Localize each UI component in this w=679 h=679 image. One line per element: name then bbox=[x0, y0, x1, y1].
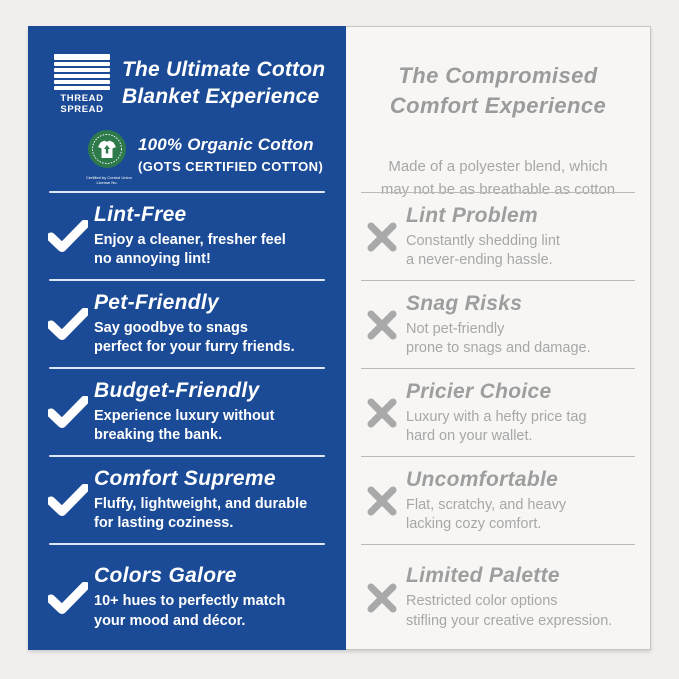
organic-badge-row bbox=[28, 129, 346, 191]
brand-name bbox=[54, 94, 110, 116]
benefit-heading: Lint-Free bbox=[94, 202, 187, 226]
benefit-row-budget-friendly bbox=[28, 369, 346, 455]
drawback-heading: Uncomfortable bbox=[406, 467, 559, 491]
benefit-row-pet-friendly bbox=[28, 281, 346, 367]
left-panel-title: The Ultimate Cotton Blanket Experience bbox=[122, 58, 326, 109]
benefit-row-lint-free bbox=[28, 193, 346, 279]
drawback-heading: Limited Palette bbox=[406, 564, 560, 588]
cross-icon bbox=[346, 486, 406, 516]
drawback-row-limited-palette bbox=[346, 546, 650, 649]
polyester-subtext: Made of a polyester blend, which may not be as breathable as cotton bbox=[380, 158, 616, 198]
threadspread-logo bbox=[54, 54, 110, 116]
cross-icon bbox=[346, 583, 406, 613]
drawback-heading: Snag Risks bbox=[406, 291, 523, 315]
ultimate-cotton-panel bbox=[28, 26, 346, 650]
right-panel-title: The Compromised Comfort Experience bbox=[389, 63, 607, 118]
drawback-description: Luxury with a hefty price tag hard on your wallet. bbox=[406, 408, 587, 444]
brand-line-1: THREAD bbox=[60, 93, 104, 104]
benefit-row-colors-galore bbox=[28, 545, 346, 650]
benefit-heading: Budget-Friendly bbox=[94, 378, 260, 402]
check-icon bbox=[28, 582, 94, 614]
cross-icon bbox=[346, 310, 406, 340]
drawback-description: Restricted color options stifling your creative expression. bbox=[406, 593, 613, 629]
brand-line-2: SPREAD bbox=[60, 103, 104, 115]
drawback-row-pricier-choice bbox=[346, 370, 650, 456]
benefit-row-comfort-supreme bbox=[28, 457, 346, 543]
comparison-infographic bbox=[28, 26, 651, 650]
check-icon bbox=[28, 308, 94, 340]
drawback-description: Not pet-friendly prone to snags and damage. bbox=[406, 320, 591, 356]
benefit-heading: Pet-Friendly bbox=[94, 290, 219, 314]
drawback-heading: Lint Problem bbox=[406, 203, 538, 227]
benefit-description: 10+ hues to perfectly match your mood and décor. bbox=[94, 593, 286, 629]
drawback-row-uncomfortable bbox=[346, 458, 650, 544]
check-icon bbox=[28, 484, 94, 516]
stacked-blanket-icon bbox=[54, 54, 110, 90]
check-icon bbox=[28, 396, 94, 428]
cross-icon bbox=[346, 398, 406, 428]
left-header bbox=[28, 26, 346, 129]
cross-icon bbox=[346, 222, 406, 252]
benefit-description: Fluffy, lightweight, and durable for lasting coziness. bbox=[94, 495, 308, 531]
benefit-heading: Colors Galore bbox=[94, 564, 237, 588]
benefit-description: Enjoy a cleaner, fresher feel no annoying lint! bbox=[94, 231, 286, 267]
organic-cotton-heading: 100% Organic Cotton bbox=[138, 135, 314, 154]
benefit-description: Say goodbye to snags perfect for your furry friends. bbox=[94, 319, 295, 355]
drawback-description: Flat, scratchy, and heavy lacking cozy comfort. bbox=[406, 496, 567, 532]
gots-certified-subheading: (GOTS CERTIFIED COTTON) bbox=[138, 159, 324, 174]
right-header bbox=[346, 27, 650, 198]
benefit-heading: Comfort Supreme bbox=[94, 466, 276, 490]
drawback-description: Constantly shedding lint a never-ending hassle. bbox=[406, 232, 560, 268]
compromised-comfort-panel bbox=[346, 27, 650, 649]
drawback-heading: Pricier Choice bbox=[406, 379, 552, 403]
drawback-row-lint-problem bbox=[346, 194, 650, 280]
certification-fineprint: Certified by Control Union License No. bbox=[86, 175, 132, 186]
drawback-row-snag-risks bbox=[346, 282, 650, 368]
organic-cotton-label bbox=[138, 129, 323, 174]
benefit-description: Experience luxury without breaking the bank. bbox=[94, 407, 275, 443]
gots-badge-icon bbox=[87, 129, 127, 169]
gots-certification bbox=[86, 129, 132, 186]
check-icon bbox=[28, 220, 94, 252]
